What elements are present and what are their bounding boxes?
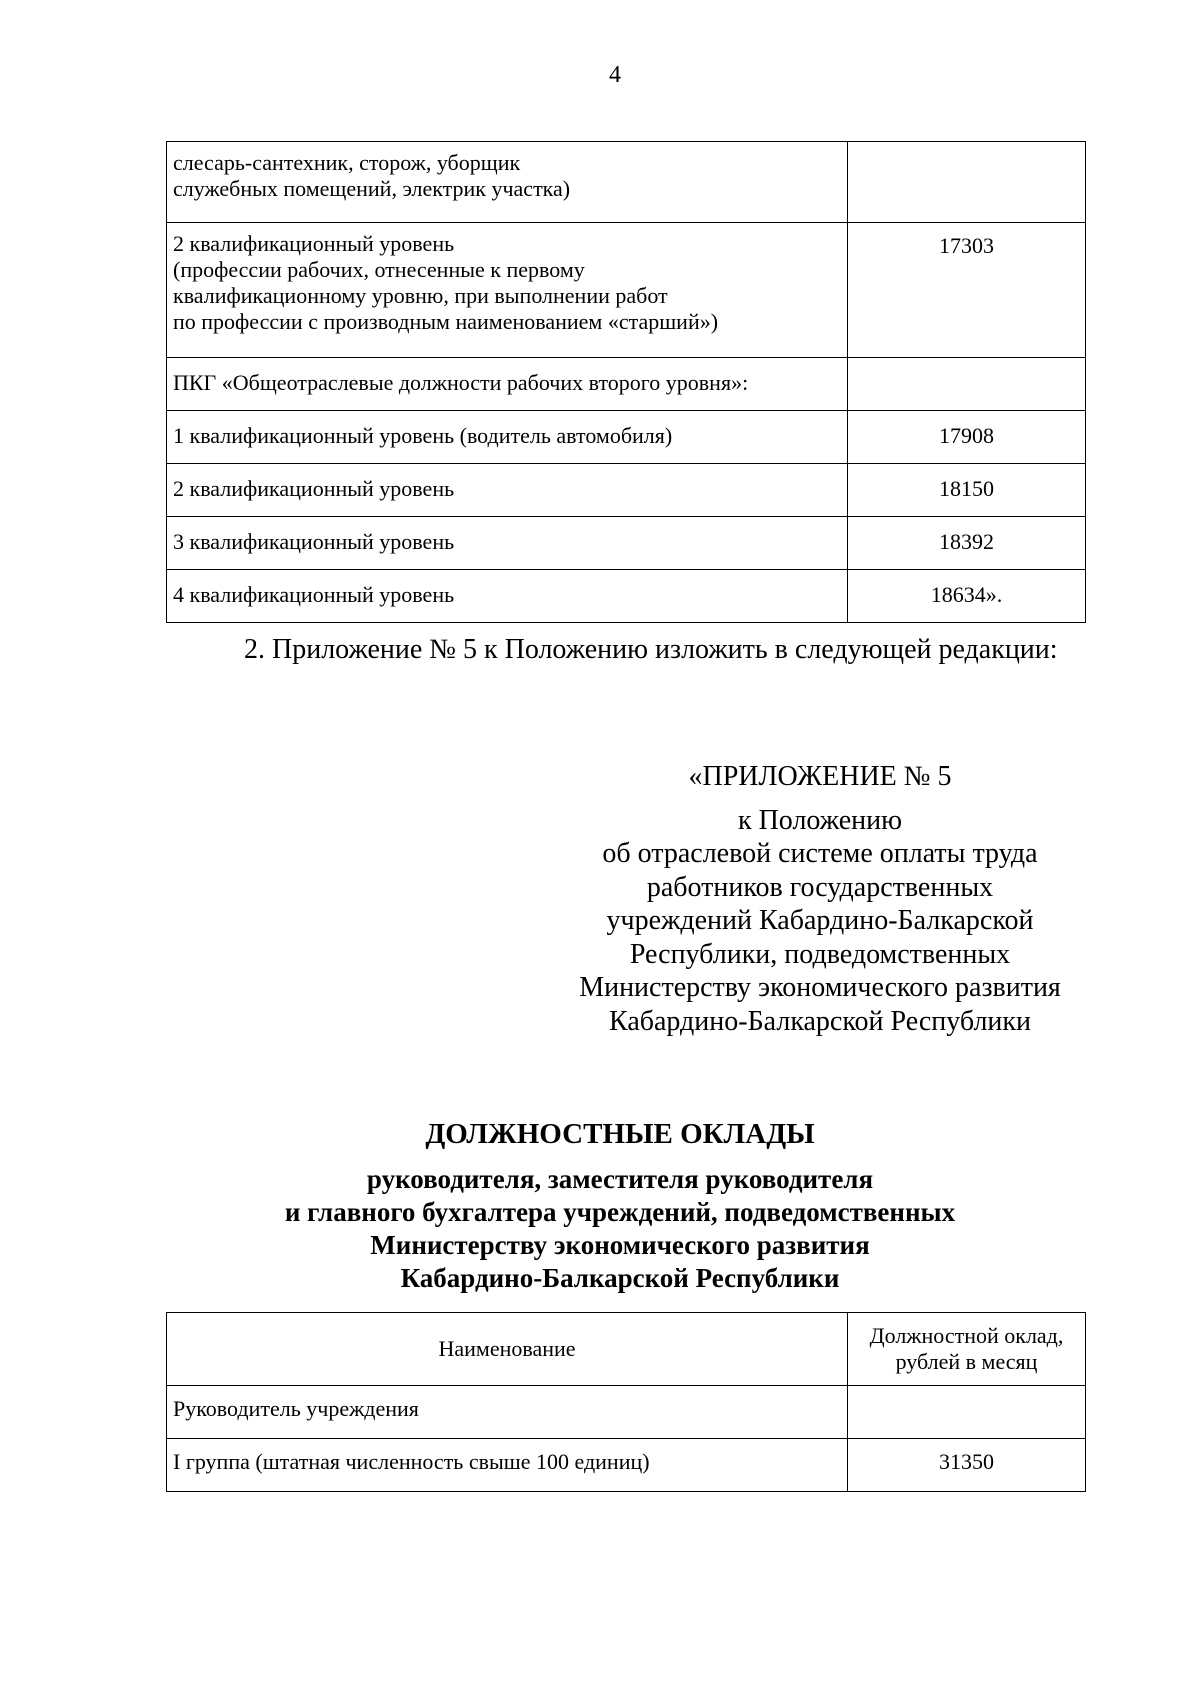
- row-name-line: 2 квалификационный уровень: [173, 231, 455, 256]
- appendix-heading: «ПРИЛОЖЕНИЕ № 5: [688, 761, 952, 792]
- row-name: 1 квалификационный уровень (водитель автомобиля): [167, 411, 848, 464]
- subtitle-line: руководителя, заместителя руководителя: [366, 1164, 874, 1194]
- document-title: ДОЛЖНОСТНЫЕ ОКЛАДЫ: [425, 1118, 815, 1150]
- appendix-line: Министерству экономического развития: [579, 972, 1061, 1003]
- salary-table-managers: [166, 1312, 1086, 1492]
- row-name: [167, 142, 848, 223]
- table-row: [167, 411, 1086, 464]
- document-subtitle: [0, 1163, 1200, 1295]
- row-value: [848, 358, 1086, 411]
- appendix-header: [560, 760, 1080, 1038]
- row-value: 18392: [848, 517, 1086, 570]
- table-row: [167, 464, 1086, 517]
- row-name: ПКГ «Общеотраслевые должности рабочих второго уровня»:: [167, 358, 848, 411]
- column-header-name: Наименование: [167, 1313, 848, 1386]
- table-row: [167, 358, 1086, 411]
- row-value: 18634».: [848, 570, 1086, 623]
- table-row: [167, 517, 1086, 570]
- table-row: [167, 1439, 1086, 1492]
- column-header-salary: [848, 1313, 1086, 1386]
- header-line: рублей в месяц: [895, 1349, 1038, 1374]
- row-name-line: по профессии с производным наименованием «старший»): [173, 309, 719, 334]
- table-header-row: [167, 1313, 1086, 1386]
- row-value: 18150: [848, 464, 1086, 517]
- row-value: [848, 142, 1086, 223]
- row-value: 17908: [848, 411, 1086, 464]
- row-value: 17303: [848, 223, 1086, 358]
- row-value: [848, 1386, 1086, 1439]
- row-name-line: (профессии рабочих, отнесенные к первому: [173, 257, 585, 282]
- row-name: I группа (штатная численность свыше 100 единиц): [167, 1439, 848, 1492]
- subtitle-line: и главного бухгалтера учреждений, подведомственных: [284, 1197, 956, 1227]
- appendix-line: Республики, подведомственных: [629, 938, 1011, 970]
- appendix-line: Кабардино-Балкарской Республики: [609, 1005, 1031, 1037]
- subtitle-line: Министерству экономического развития: [370, 1230, 870, 1260]
- page-number: 4: [609, 62, 621, 88]
- row-name: 3 квалификационный уровень: [167, 517, 848, 570]
- row-name-line: квалификационному уровню, при выполнении работ: [173, 283, 668, 308]
- row-name-line: слесарь-сантехник, сторож, уборщик: [173, 150, 521, 175]
- table-row: [167, 1386, 1086, 1439]
- subtitle-line: Кабардино-Балкарской Республики: [400, 1263, 840, 1293]
- header-line: Должностной оклад,: [869, 1323, 1064, 1348]
- amendment-paragraph: 2. Приложение № 5 к Положению изложить в следующей редакции:: [244, 634, 1058, 665]
- table-row: [167, 223, 1086, 358]
- appendix-line: работников государственных: [646, 871, 994, 903]
- row-name: 4 квалификационный уровень: [167, 570, 848, 623]
- row-name: [167, 223, 848, 358]
- appendix-line: учреждений Кабардино-Балкарской: [606, 905, 1034, 936]
- row-name-line: служебных помещений, электрик участка): [173, 176, 571, 201]
- row-value: 31350: [848, 1439, 1086, 1492]
- appendix-line: об отраслевой системе оплаты труда: [602, 838, 1038, 869]
- salary-table-workers: [166, 141, 1086, 623]
- table-row: [167, 570, 1086, 623]
- row-name: 2 квалификационный уровень: [167, 464, 848, 517]
- table-row: [167, 142, 1086, 223]
- row-name: Руководитель учреждения: [167, 1386, 848, 1439]
- appendix-line: к Положению: [737, 804, 903, 836]
